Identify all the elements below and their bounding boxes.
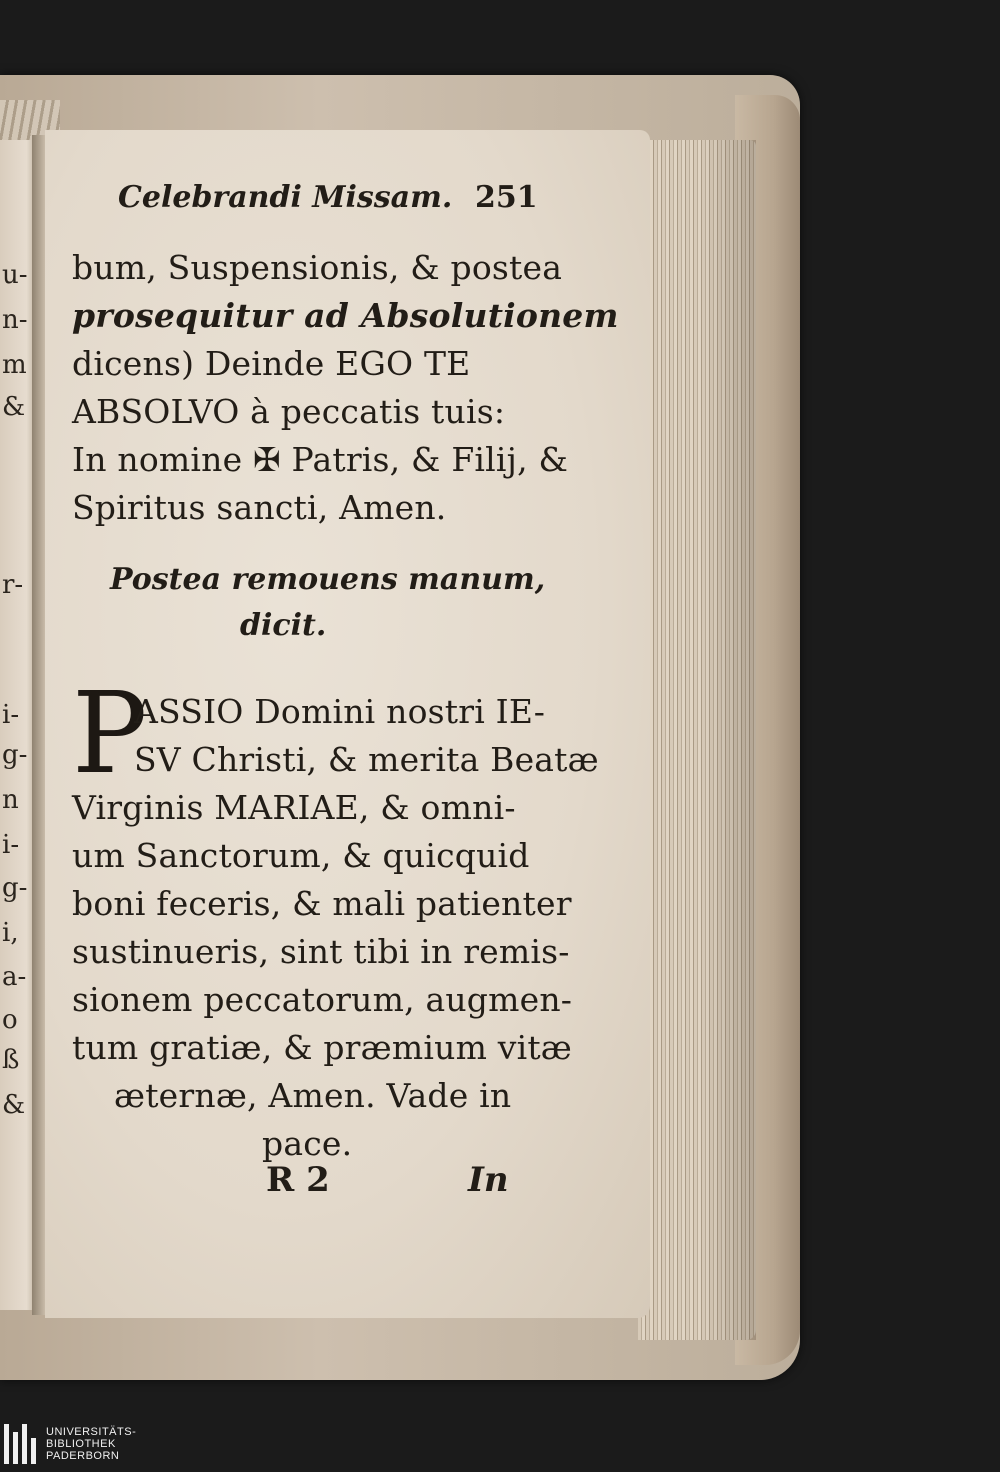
library-name-line: PADERBORN xyxy=(46,1450,120,1462)
facing-fragment: i- xyxy=(2,700,20,730)
text-line: In nomine ✠ Patris, & Filij, & xyxy=(72,440,569,479)
facing-fragment: m xyxy=(2,350,27,380)
facing-fragment: i- xyxy=(2,830,20,860)
facing-fragment: & xyxy=(2,1090,26,1120)
rubric-line: dicit. xyxy=(240,608,327,643)
library-name-line: BIBLIOTHEK xyxy=(46,1438,116,1450)
facing-fragment: u- xyxy=(2,260,28,290)
text-line: SV Christi, & merita Beatæ xyxy=(134,740,599,779)
text-line: sustinueris, sint tibi in remis- xyxy=(72,932,570,971)
text-line: ASSIO Domini nostri IE- xyxy=(134,692,546,731)
signature-mark: R 2 xyxy=(266,1160,330,1200)
text-line: Virginis MARIAE, & omni- xyxy=(72,788,516,827)
facing-fragment: a- xyxy=(2,962,27,992)
facing-fragment: ß xyxy=(2,1045,20,1075)
facing-fragment: & xyxy=(2,392,26,422)
library-logo xyxy=(4,1420,136,1468)
drop-initial: P xyxy=(72,669,148,799)
text-line: æternæ, Amen. Vade in xyxy=(114,1076,512,1115)
text-line: Spiritus sancti, Amen. xyxy=(72,488,447,527)
running-head: Celebrandi Missam. xyxy=(118,180,453,215)
library-logo-text xyxy=(46,1426,136,1462)
page-edges-shadow xyxy=(700,140,756,1340)
text-line: prosequitur ad Absolutionem xyxy=(72,296,619,335)
text-line: dicens) Deinde EGO TE xyxy=(72,344,471,383)
facing-fragment: n xyxy=(2,785,19,815)
text-line: tum gratiæ, & præmium vitæ xyxy=(72,1028,573,1067)
catchword: In xyxy=(468,1160,509,1200)
text-line: ABSOLVO à peccatis tuis: xyxy=(72,392,506,431)
facing-fragment: i, xyxy=(2,918,19,948)
rubric-line: Postea remouens manum, xyxy=(110,562,546,597)
facing-fragment: n- xyxy=(2,305,28,335)
text-line: sionem peccatorum, augmen- xyxy=(72,980,573,1019)
facing-fragment: g- xyxy=(2,873,28,903)
text-line: bum, Suspensionis, & postea xyxy=(72,248,563,287)
facing-fragment: g- xyxy=(2,740,28,770)
text-line: boni feceris, & mali patienter xyxy=(72,884,572,923)
library-name-line: UNIVERSITÄTS- xyxy=(46,1426,137,1438)
text-line: pace. xyxy=(262,1124,353,1163)
facing-fragment: r- xyxy=(2,570,24,600)
text-line: um Sanctorum, & quicquid xyxy=(72,836,530,875)
page-number: 251 xyxy=(475,180,538,215)
library-logo-icon xyxy=(4,1424,36,1464)
facing-fragment: o xyxy=(2,1005,18,1035)
